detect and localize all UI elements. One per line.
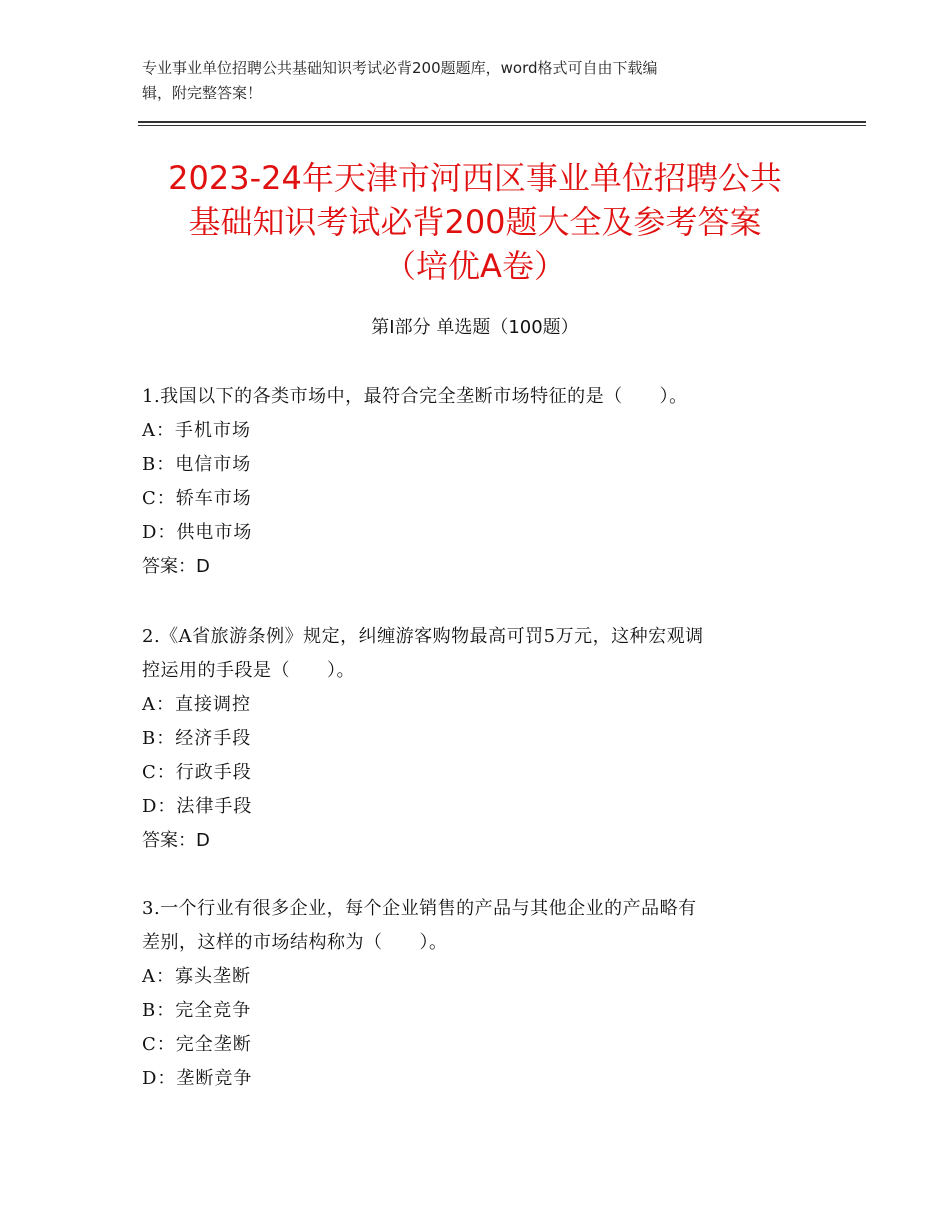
question-3 — [142, 892, 822, 1096]
document-title — [100, 156, 850, 288]
answer: 答案：D — [142, 556, 210, 577]
option-a: A：手机市场 — [142, 420, 251, 441]
header-note-line: 辑，附完整答案！ — [142, 84, 263, 102]
question-stem: 3.一个行业有很多企业，每个企业销售的产品与其他企业的产品略有 — [142, 898, 697, 919]
option-a: A：寡头垄断 — [142, 966, 251, 987]
question-stem: 差别，这样的市场结构称为（ ）。 — [142, 932, 448, 953]
option-d: D：法律手段 — [142, 796, 253, 817]
question-1 — [142, 380, 822, 584]
header-note-line: 专业事业单位招聘公共基础知识考试必背200题题库，word格式可自由下载编 — [142, 59, 658, 77]
option-c: C：完全垄断 — [142, 1034, 252, 1055]
question-stem: 2.《A省旅游条例》规定，纠缠游客购物最高可罚5万元，这种宏观调 — [142, 626, 704, 647]
option-d: D：供电市场 — [142, 522, 253, 543]
answer: 答案：D — [142, 830, 210, 851]
title-line: 基础知识考试必背200题大全及参考答案 — [188, 203, 762, 241]
option-b: B：完全竞争 — [142, 1000, 252, 1021]
header-rule-thick — [138, 121, 866, 123]
option-b: B：经济手段 — [142, 728, 252, 749]
question-stem: 1.我国以下的各类市场中，最符合完全垄断市场特征的是（ ）。 — [142, 386, 688, 407]
option-c: C：轿车市场 — [142, 488, 252, 509]
option-a: A：直接调控 — [142, 694, 251, 715]
header-rule-thin — [138, 125, 866, 126]
question-stem: 控运用的手段是（ ）。 — [142, 660, 355, 681]
question-2 — [142, 620, 822, 858]
title-line: （培优A卷） — [384, 247, 566, 285]
option-c: C：行政手段 — [142, 762, 252, 783]
option-b: B：电信市场 — [142, 454, 252, 475]
title-line: 2023-24年天津市河西区事业单位招聘公共 — [168, 159, 782, 197]
section-heading: 第Ⅰ部分 单选题（100题） — [371, 317, 579, 338]
header-note — [142, 56, 792, 106]
option-d: D：垄断竞争 — [142, 1068, 253, 1089]
